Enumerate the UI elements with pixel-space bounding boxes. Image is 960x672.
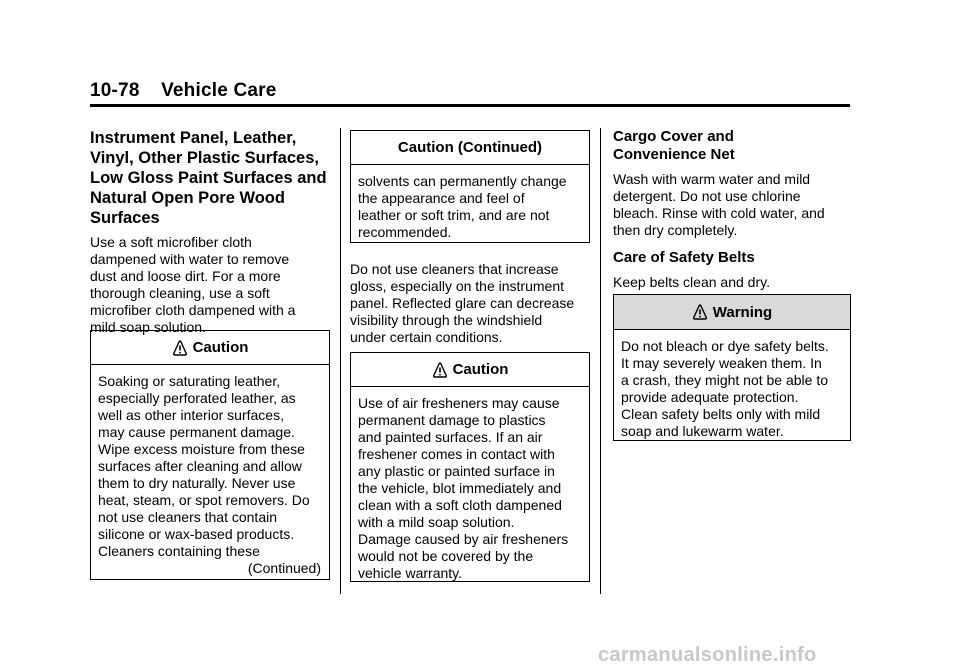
paragraph-line: gloss, especially on the instrument — [350, 278, 564, 294]
paragraph-line: thorough cleaning, use a soft — [90, 285, 270, 301]
caution-line: any plastic or painted surface in — [358, 463, 555, 479]
instrument-panel-paragraph — [90, 234, 330, 336]
caution-box-air-fresheners — [350, 352, 590, 582]
paragraph-line: under certain conditions. — [350, 329, 503, 345]
warning-line: soap and lukewarm water. — [621, 423, 784, 439]
caution-box-header — [351, 353, 589, 387]
heading-line: Vinyl, Other Plastic Surfaces, — [90, 149, 319, 167]
cargo-cover-paragraph — [613, 171, 853, 239]
warning-line: a crash, they might not be able to — [621, 372, 829, 388]
caution-line: and painted surfaces. If an air — [358, 429, 543, 445]
paragraph-line: bleach. Rinse with cold water, and — [613, 205, 825, 221]
caution-line: well as other interior surfaces, — [98, 407, 284, 423]
warning-line: provide adequate protection. — [621, 389, 799, 405]
section-title: Vehicle Care — [161, 80, 277, 101]
caution-line: vehicle warranty. — [358, 565, 463, 581]
caution-continued-box — [350, 130, 590, 243]
continued-label: (Continued) — [247, 560, 321, 576]
watermark: carmanualsonline.info — [598, 644, 817, 666]
caution-line: Damage caused by air fresheners — [358, 531, 569, 547]
page-number: 10-78 — [90, 80, 140, 101]
caution-line: them to dry naturally. Never use — [98, 475, 296, 491]
gloss-cleaner-paragraph — [350, 261, 595, 346]
caution-line: the vehicle, blot immediately and — [358, 480, 562, 496]
warning-line: Clean safety belts only with mild — [621, 406, 821, 422]
paragraph-line: dampened with water to remove — [90, 251, 290, 267]
caution-line: Wipe excess moisture from these — [98, 441, 305, 457]
caution-line: especially perforated leather, as — [98, 390, 296, 406]
heading-line: Cargo Cover and — [613, 128, 734, 145]
paragraph-line: Use a soft microfiber cloth — [90, 234, 252, 250]
caution-box-body — [351, 387, 589, 588]
caution-line: would not be covered by the — [358, 548, 534, 564]
caution-line: solvents can permanently change — [358, 173, 567, 189]
header-rule — [90, 104, 850, 107]
column-1 — [90, 128, 330, 336]
caution-continued-header — [351, 131, 589, 165]
caution-title: Caution — [452, 361, 509, 378]
warning-box-safety-belts — [613, 294, 851, 441]
cargo-cover-heading — [613, 128, 853, 164]
safety-belts-heading: Care of Safety Belts — [613, 249, 755, 266]
caution-line: recommended. — [358, 224, 452, 240]
heading-line: Convenience Net — [613, 146, 735, 163]
column-3 — [613, 128, 853, 291]
warning-triangle-icon — [432, 361, 448, 379]
heading-line: Surfaces — [90, 209, 160, 227]
paragraph-line: visibility through the windshield — [350, 312, 543, 328]
warning-box-header — [614, 295, 850, 330]
caution-line: clean with a soft cloth dampened — [358, 497, 562, 513]
caution-line: not use cleaners that contain — [98, 509, 278, 525]
caution-line: Soaking or saturating leather, — [98, 373, 281, 389]
paragraph-line: Wash with warm water and mild — [613, 171, 811, 187]
paragraph-line: detergent. Do not use chlorine — [613, 188, 801, 204]
caution-line: heat, steam, or spot removers. Do — [98, 492, 310, 508]
warning-triangle-icon — [692, 303, 708, 321]
caution-line: freshener comes in contact with — [358, 446, 555, 462]
column-divider-2 — [600, 128, 601, 594]
caution-line: may cause permanent damage. — [98, 424, 295, 440]
paragraph-line: mild soap solution. — [90, 319, 206, 335]
section-heading-instrument-panel — [90, 128, 330, 228]
warning-line: It may severely weaken them. In — [621, 355, 822, 371]
caution-line: permanent damage to plastics — [358, 412, 546, 428]
caution-line: with a mild soap solution. — [358, 514, 515, 530]
paragraph-line: microfiber cloth dampened with a — [90, 302, 296, 318]
paragraph-line: dust and loose dirt. For a more — [90, 268, 281, 284]
caution-line: silicone or wax-based products. — [98, 526, 295, 542]
caution-continued-title: Caution (Continued) — [397, 139, 543, 156]
warning-line: Do not bleach or dye safety belts. — [621, 338, 829, 354]
caution-box-body — [91, 365, 329, 583]
heading-line: Low Gloss Paint Surfaces and — [90, 169, 327, 187]
column-divider-1 — [340, 128, 341, 594]
caution-line: Cleaners containing these — [98, 543, 260, 559]
page-header — [90, 80, 277, 102]
caution-continued-body — [351, 165, 589, 247]
caution-box-header — [91, 331, 329, 365]
safety-belts-paragraph: Keep belts clean and dry. — [613, 274, 770, 290]
heading-line: Instrument Panel, Leather, — [90, 129, 297, 147]
caution-line: Use of air fresheners may cause — [358, 395, 560, 411]
warning-triangle-icon — [172, 339, 188, 357]
caution-title: Caution — [192, 339, 249, 356]
paragraph-line: Do not use cleaners that increase — [350, 261, 559, 277]
warning-box-body — [614, 330, 850, 446]
heading-line: Natural Open Pore Wood — [90, 189, 285, 207]
caution-line: the appearance and feel of — [358, 190, 525, 206]
caution-box-leather — [90, 330, 330, 580]
caution-line: surfaces after cleaning and allow — [98, 458, 302, 474]
paragraph-line: then dry completely. — [613, 222, 738, 238]
paragraph-line: panel. Reflected glare can decrease — [350, 295, 575, 311]
warning-title: Warning — [712, 303, 773, 321]
caution-line: leather or soft trim, and are not — [358, 207, 550, 223]
